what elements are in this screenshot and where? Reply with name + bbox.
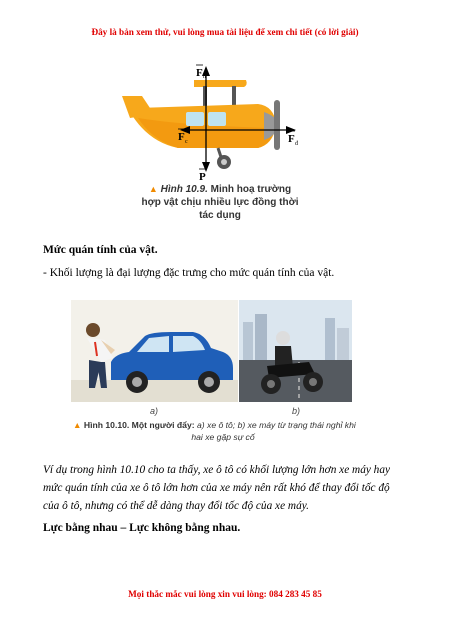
label-fd: F — [288, 133, 295, 145]
svg-text:đ: đ — [295, 141, 298, 147]
plane-lower-wing — [178, 136, 246, 144]
figure-10-9-caption — [140, 183, 300, 222]
bottom-notice: Mọi thắc mắc vui lòng xin vui lòng: 084 283 45 85 — [128, 589, 322, 599]
section-heading-forces: Lực bằng nhau – Lực không bằng nhau. — [43, 522, 241, 534]
example-paragraph: Ví dụ trong hình 10.10 cho ta thấy, xe ô tô có khối lượng lớn hơn xe máy hay mức quán tính của xe ô tô lớn hơn của xe máy nên rất khó để thay đổi tốc độ của ô tô, nhưng có thể dễ dàng thay đổi tốc độ của xe máy. — [43, 464, 390, 512]
caption-text-line-1: a) xe ô tô; b) xe máy từ trạng thái nghỉ khi — [197, 420, 356, 430]
caption-text: Minh hoạ trường hợp vật chịu nhiều lực đồng thời tác dụng — [141, 184, 299, 221]
subfigure-b-label: b) — [292, 406, 301, 416]
figure-10-10-photos — [71, 300, 352, 402]
triangle-icon: ▲ — [148, 184, 158, 194]
label-fn: F — [196, 67, 203, 79]
triangle-icon: ▲ — [73, 420, 82, 430]
svg-text:n: n — [203, 74, 206, 80]
caption-label: Hình 10.10. Một người đẩy: — [83, 420, 195, 430]
plane-strut-right — [232, 86, 236, 108]
section-heading-inertia: Mức quán tính của vật. — [43, 244, 158, 256]
label-fc: F — [178, 131, 185, 143]
pushing-car-photo — [71, 300, 238, 402]
pushing-motorbike-photo — [239, 300, 352, 402]
caption-text-line-2: hai xe gặp sự cố — [191, 432, 255, 442]
plane-window — [186, 112, 204, 126]
plane-propeller — [274, 100, 280, 150]
caption-label: Hình 10.9. — [160, 184, 208, 195]
top-notice: Đây là bản xem thử, vui lòng mua tài liệu để xem chi tiết (có lời giải) — [91, 27, 359, 37]
plane-top-wing — [194, 80, 247, 87]
figure-10-10-caption — [73, 419, 363, 443]
label-p: P — [199, 171, 206, 182]
airplane-forces-figure — [108, 52, 308, 182]
mass-definition-text: - Khối lượng là đại lượng đặc trưng cho mức quán tính của vật. — [43, 267, 335, 279]
svg-text:c: c — [185, 139, 188, 145]
plane-window — [208, 112, 226, 126]
subfigure-a-label: a) — [150, 406, 159, 416]
